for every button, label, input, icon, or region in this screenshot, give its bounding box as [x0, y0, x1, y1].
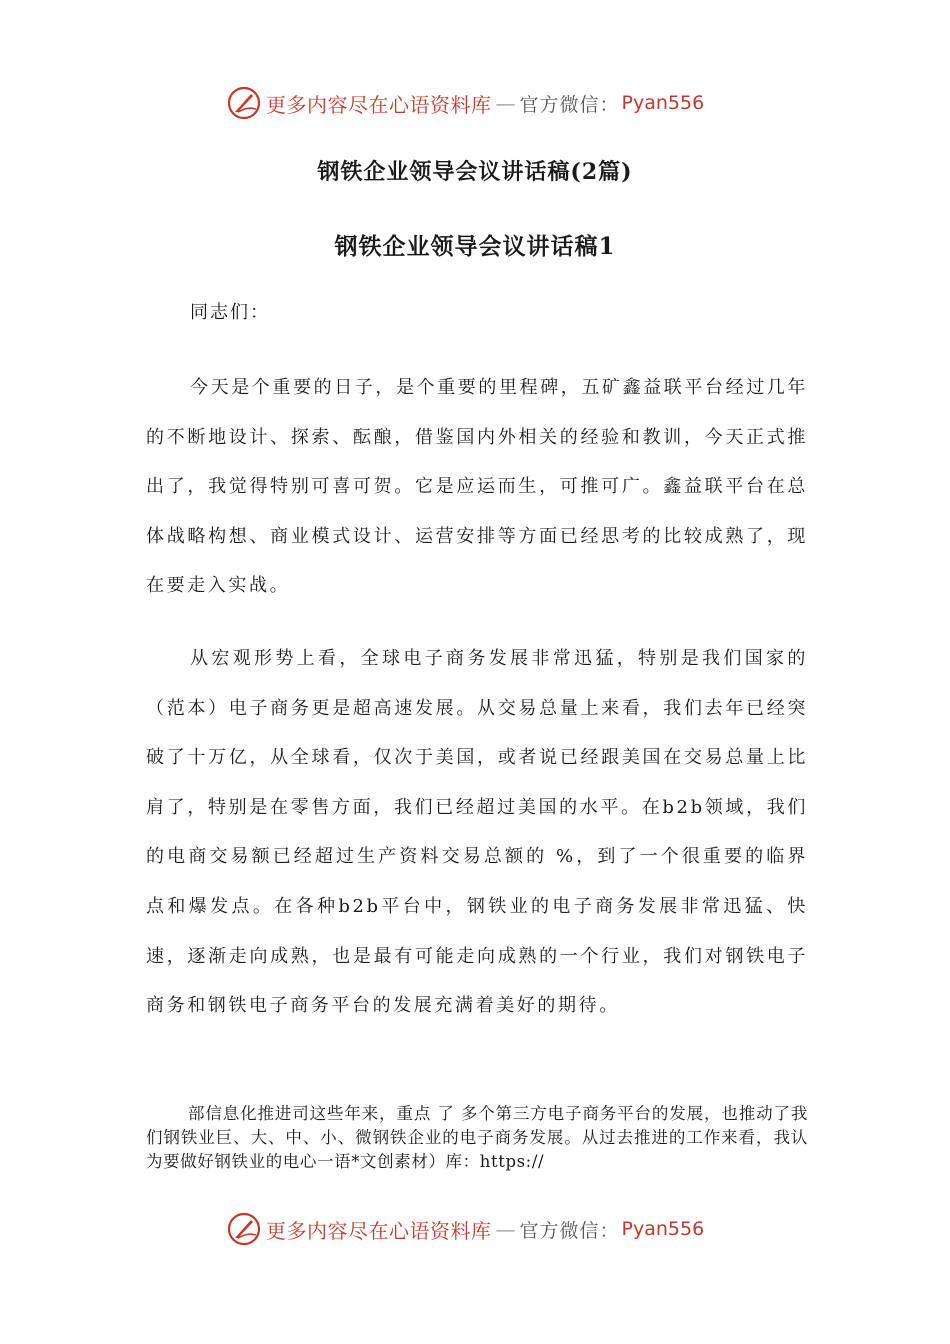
quill-logo-icon: [226, 1211, 262, 1247]
quill-logo-icon: [226, 85, 262, 121]
banner-wechat-label: 官方微信：: [519, 1219, 620, 1242]
banner-main-text: 更多内容尽在心语资料库: [266, 1218, 492, 1243]
paragraph-3: 部信息化推进司这些年来，重点 了 多个第三方电子商务平台的发展，也推动了我们钢铁业巨、大、中、小、微钢铁企业的电子商务发展。从过去推进的工作来看，我认为要做好钢铁业的电心一语*文创素材）库：https://: [146, 1104, 808, 1171]
paragraph-1: 今天是个重要的日子，是个重要的里程碑，五矿鑫益联平台经过几年的不断地设计、探索、酝酿，借鉴国内外相关的经验和教训，今天正式推出了，我觉得特别可喜可贺。它是应运而生，可推可广。鑫益联平台在总体战略构想、商业模式设计、运营安排等方面已经思考的比较成熟了，现在要走入实战。: [146, 377, 808, 597]
banner-wechat-id: Pyan556: [621, 92, 705, 114]
banner-separator: —: [495, 91, 516, 115]
banner-main-text: 更多内容尽在心语资料库: [266, 92, 492, 117]
banner-wechat-id: Pyan556: [621, 1218, 705, 1240]
header-watermark-banner: [226, 83, 704, 123]
document-title: 钢铁企业领导会议讲话稿(2篇): [317, 159, 633, 185]
paragraph-2: 从宏观形势上看，全球电子商务发展非常迅猛，特别是我们国家的（范本）电子商务更是超高速发展。从交易总量上来看，我们去年已经突破了十万亿，从全球看，仅次于美国，或者说已经跟美国在交易总量上比肩了，特别是在零售方面，我们已经超过美国的水平。在b2b领域，我们的电商交易额已经超过生产资料交易总额的 %，到了一个很重要的临界点和爆发点。在各种b2b平台中，钢铁业的电子商务发展非常迅猛、快速，逐渐走向成熟，也是最有可能走向成熟的一个行业，我们对钢铁电子商务和钢铁电子商务平台的发展充满着美好的期待。: [146, 648, 808, 1017]
document-subtitle: 钢铁企业领导会议讲话稿1: [334, 233, 616, 260]
banner-separator: —: [495, 1217, 516, 1241]
greeting: 同志们：: [190, 302, 270, 323]
banner-wechat-label: 官方微信：: [519, 93, 620, 116]
footer-watermark-banner: [226, 1209, 704, 1249]
